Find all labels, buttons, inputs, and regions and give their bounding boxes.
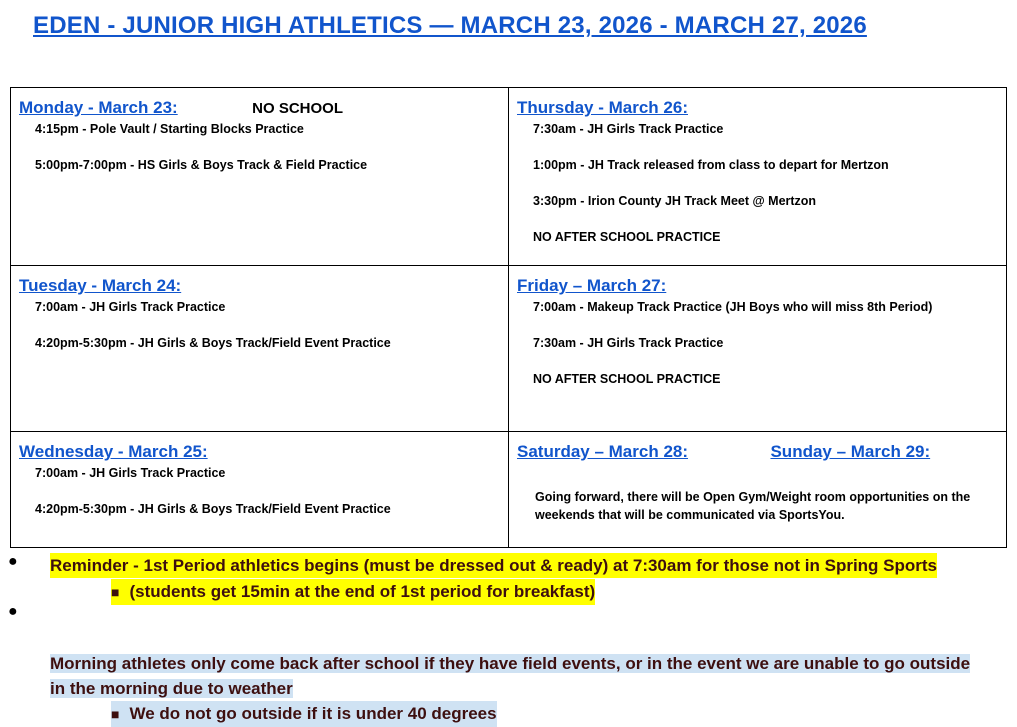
morning-athletes-note (50, 651, 980, 701)
square-bullet-icon: ■ (111, 706, 120, 722)
sunday-label[interactable]: Sunday – March 29: (770, 442, 931, 461)
breakfast-note: (students get 15min at the end of 1st period for breakfast) (129, 582, 596, 601)
friday-label[interactable]: Friday – March 27: (517, 276, 667, 295)
event-item: 7:30am - JH Girls Track Practice (533, 336, 724, 350)
event-item: 4:20pm-5:30pm - JH Girls & Boys Track/Field Event Practice (35, 502, 391, 516)
monday-label[interactable]: Monday - March 23: (19, 98, 178, 117)
morning-athletes-text: Morning athletes only come back after school if they have field events, or in the event we are unable to go outside in the morning due to weather (50, 654, 971, 698)
event-item: 1:00pm - JH Track released from class to depart for Mertzon (533, 158, 889, 172)
wednesday-label[interactable]: Wednesday - March 25: (19, 442, 208, 461)
saturday-label[interactable]: Saturday – March 28: (517, 442, 689, 461)
event-item: NO AFTER SCHOOL PRACTICE (533, 230, 721, 244)
event-item: 7:00am - JH Girls Track Practice (35, 300, 226, 314)
event-item: 4:15pm - Pole Vault / Starting Blocks Practice (35, 122, 304, 136)
event-item: 4:20pm-5:30pm - JH Girls & Boys Track/Field Event Practice (35, 336, 391, 350)
note-item (0, 551, 1017, 601)
sub-note-item (111, 701, 497, 727)
schedule-table (10, 87, 1007, 548)
weekend-note: Going forward, there will be Open Gym/Weight room opportunities on the weekends that will be communicated via SportsYou. (535, 490, 971, 522)
reminder-text: Reminder - 1st Period athletics begins (must be dressed out & ready) at 7:30am for those not in Spring Sports (50, 553, 937, 578)
bullet-icon: ● (8, 603, 18, 620)
event-item: 7:00am - JH Girls Track Practice (35, 466, 226, 480)
wednesday-cell (11, 432, 509, 548)
friday-cell (509, 266, 1007, 432)
monday-cell (11, 88, 509, 266)
temperature-note: We do not go outside if it is under 40 degrees (129, 704, 497, 723)
event-item: 5:00pm-7:00pm - HS Girls & Boys Track & Field Practice (35, 158, 368, 172)
square-bullet-icon: ■ (111, 584, 120, 600)
notes-list (0, 551, 1017, 723)
bullet-icon: ● (8, 553, 18, 570)
tuesday-label[interactable]: Tuesday - March 24: (19, 276, 182, 295)
event-item: 3:30pm - Irion County JH Track Meet @ Mertzon (533, 194, 817, 208)
event-item: 7:30am - JH Girls Track Practice (533, 122, 724, 136)
tuesday-cell (11, 266, 509, 432)
page-title: EDEN - JUNIOR HIGH ATHLETICS — MARCH 23, 2026 - MARCH 27, 2026 (33, 12, 867, 39)
note-item (0, 601, 1017, 723)
thursday-label[interactable]: Thursday - March 26: (517, 98, 688, 117)
no-school-badge: NO SCHOOL (252, 100, 343, 117)
thursday-cell (509, 88, 1007, 266)
event-item: 7:00am - Makeup Track Practice (JH Boys who will miss 8th Period) (533, 300, 933, 314)
weekend-cell (509, 432, 1007, 548)
event-item: NO AFTER SCHOOL PRACTICE (533, 372, 721, 386)
